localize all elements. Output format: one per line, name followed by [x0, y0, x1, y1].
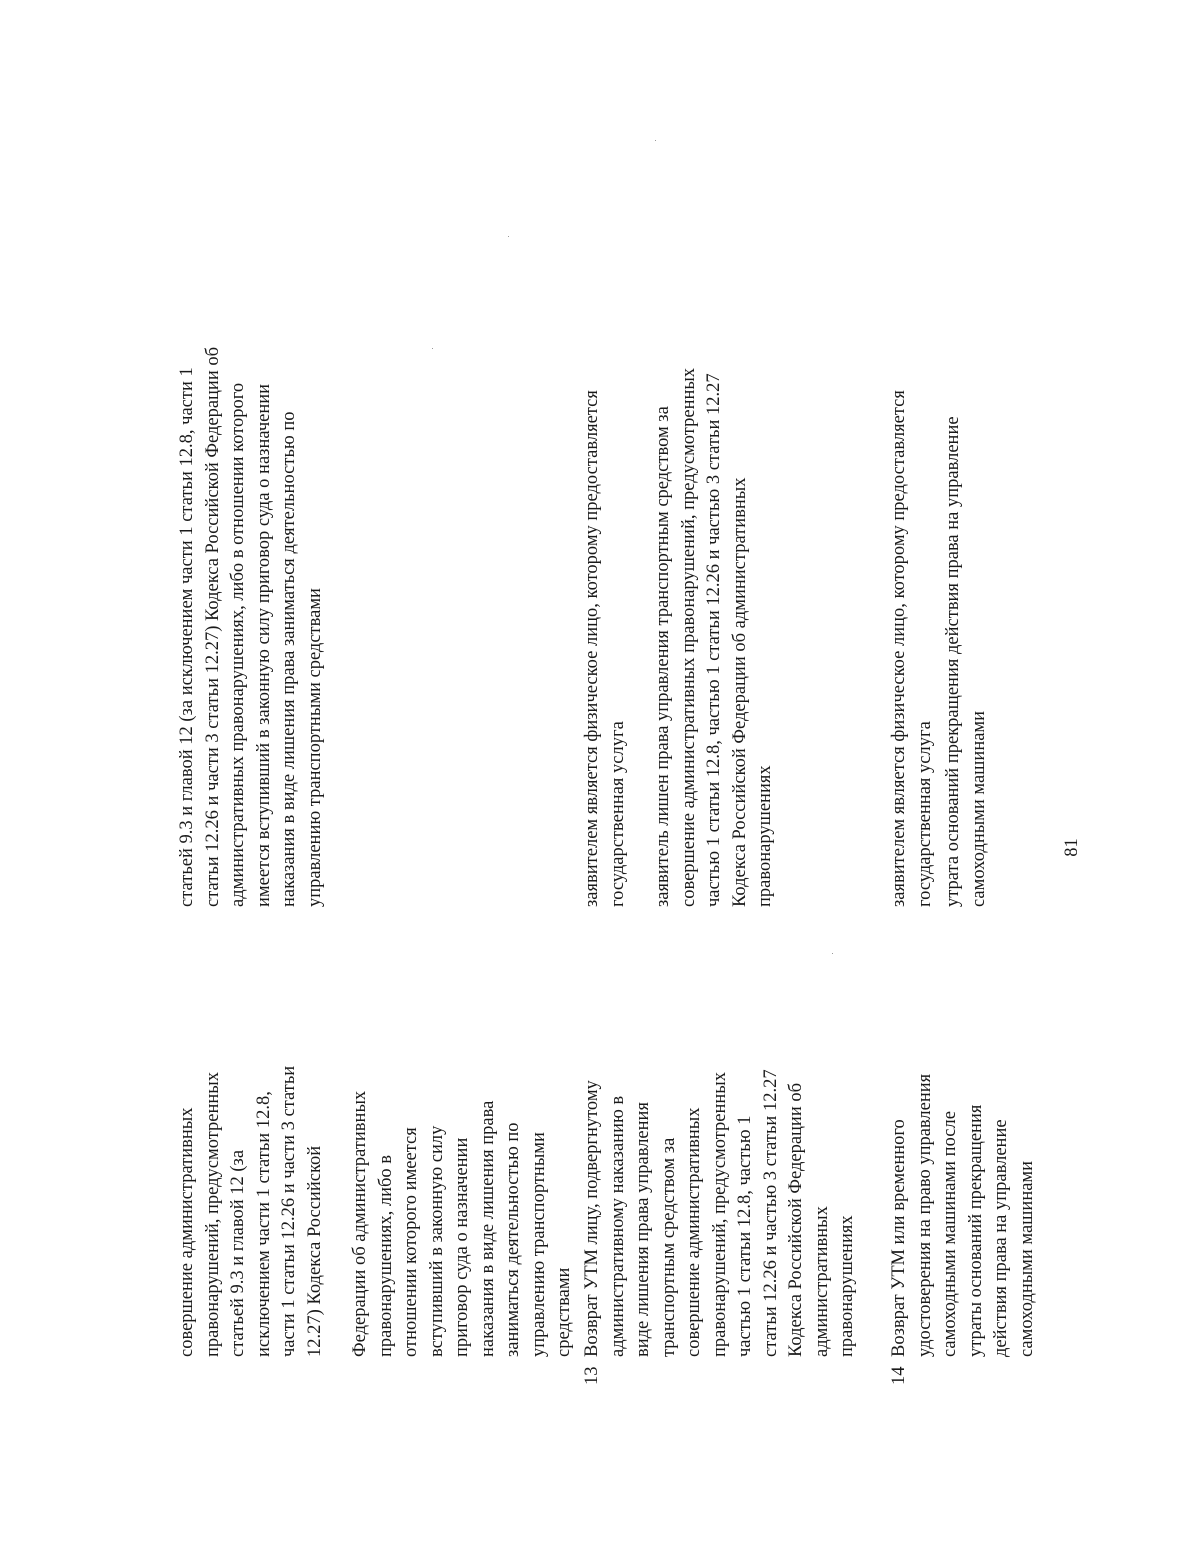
- cell-text: утрата оснований прекращения действия права на управление самоходными машинами: [943, 416, 989, 907]
- scan-speck: [832, 953, 833, 954]
- scan-speck: [655, 140, 656, 141]
- cell-text: Федерации об административных правонарушениях, либо в отношении которого имеется вступивший в законную силу приговор суда о назначении наказания в виде лишения права заниматься деятельностью по управлению транспортными средствами: [350, 1090, 574, 1357]
- cell-text: заявитель лишен права управления транспортным средством за совершение административных правонарушений, предусмотренных частью 1 статьи 12.8, частью 1 статьи 12.26 и частью 3 статьи 12.27 Кодекса Российской Федерации об административных правонарушениях: [653, 367, 775, 907]
- cell-criteria: [887, 312, 992, 907]
- row-number: 13: [582, 1366, 602, 1385]
- scan-speck: [508, 236, 509, 237]
- cell-description: [175, 917, 578, 1357]
- scan-speck: [432, 348, 433, 349]
- cell-criteria: [580, 312, 779, 907]
- cell-text: заявителем является физическое лицо, которому предоставляется государственная услуга: [582, 390, 628, 907]
- cell-text: статьей 9.3 и главой 12 (за исключением части 1 статьи 12.8, части 1 статьи 12.26 и части 3 статьи 12.27) Кодекса Российской Федерации об административных правонарушениях, либо в отношении которого имеется вступивший в законную силу приговор суда о назначении наказания в виде лишения права заниматься деятельностью по управлению транспортными средствами: [177, 346, 325, 907]
- row-number: 14: [889, 1366, 909, 1385]
- cell-text: заявителем является физическое лицо, которому предоставляется государственная услуга: [889, 390, 935, 907]
- cell-text: Возврат УТМ или временного удостоверения на право управления самоходными машинами после утраты оснований прекращения действия права на управление самоходными машинами: [889, 1073, 1037, 1357]
- cell-text: Возврат УТМ лицу, подвергнутому административному наказанию в виде лишения права управления транспортным средством за совершение административных правонарушений, предусмотренных частью 1 статьи 12.8, частью 1 статьи 12.26 и частью 3 статьи 12.27 Кодекса Российской Федерации об административных правонарушениях: [582, 1069, 857, 1357]
- cell-text: совершение административных правонарушений, предусмотренных статьей 9.3 и главой 12 (за исключением части 1 статьи 12.8, части 1 статьи 12.26 и части 3 статьи 12.27) Кодекса Российской: [177, 1065, 325, 1357]
- cell-criteria: [175, 312, 328, 907]
- page-number: 81: [1062, 838, 1082, 857]
- cell-description: [580, 917, 861, 1357]
- cell-description: [887, 917, 1040, 1357]
- rotated-table: [175, 310, 1082, 1385]
